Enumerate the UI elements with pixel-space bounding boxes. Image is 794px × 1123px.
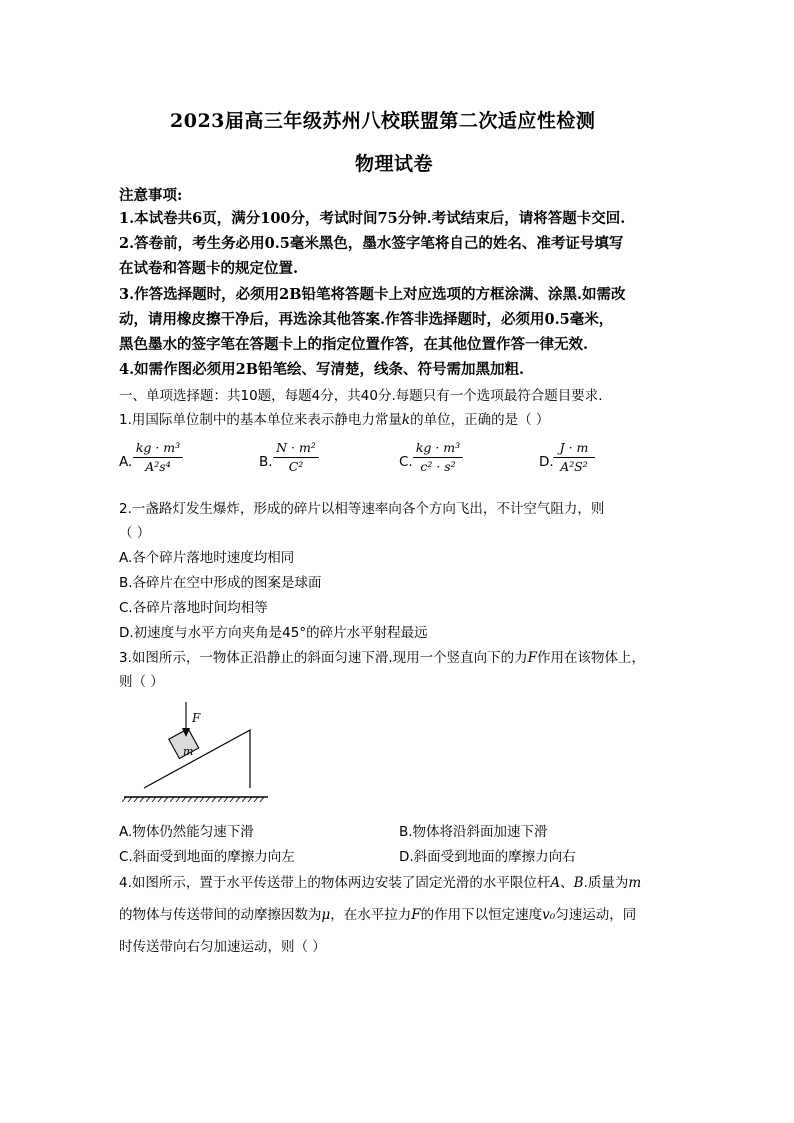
note-line: 1.本试卷共6页，满分100分，考试时间75分钟.考试结束后，请将答题卡交回. bbox=[119, 210, 626, 227]
q2-stem: 2.一盏路灯发生爆炸，形成的碎片以相等速率向各个方向飞出，不计空气阻力，则 bbox=[119, 501, 605, 517]
exam-title: 2023届高三年级苏州八校联盟第二次适应性检测 bbox=[170, 110, 596, 132]
q2-option-c: C.各碎片落地时间均相等 bbox=[119, 600, 268, 616]
q1-option-b-fraction: N · m² C² bbox=[273, 441, 319, 474]
q1-option-d-label: D. bbox=[539, 454, 554, 470]
q3-option-b: B.物体将沿斜面加速下滑 bbox=[399, 824, 548, 840]
exam-subtitle: 物理试卷 bbox=[355, 153, 434, 175]
q3-stem: 3.如图所示，一物体正沿静止的斜面匀速下滑.现用一个竖直向下的力F作用在该物体上， bbox=[119, 650, 646, 666]
q2-option-a: A.各个碎片落地时速度均相同 bbox=[119, 550, 295, 566]
incline bbox=[144, 730, 250, 788]
force-label: F bbox=[192, 711, 201, 725]
notes-heading: 注意事项: bbox=[119, 187, 183, 204]
note-line: 黑色墨水的签字笔在答题卡上的指定位置作答，在其他位置作答一律无效. bbox=[119, 336, 589, 353]
note-line: 动，请用橡皮擦干净后，再选涂其他答案.作答非选择题时，必须用0.5毫米， bbox=[119, 311, 614, 328]
q4-line-2: 的物体与传送带间的动摩擦因数为μ，在水平拉力F的作用下以恒定速度v₀匀速运动，同 bbox=[119, 907, 637, 923]
q2-stem-paren: （ ） bbox=[119, 525, 151, 541]
q1-option-c-label: C. bbox=[399, 454, 413, 470]
q3-option-a: A.物体仍然能匀速下滑 bbox=[119, 824, 254, 840]
note-line: 2.答卷前，考生务必用0.5毫米黑色，墨水签字笔将自己的姓名、准考证号填写 bbox=[119, 235, 624, 252]
note-line: 在试卷和答题卡的规定位置. bbox=[119, 260, 299, 277]
q1-option-a-fraction: kg · m³ A²s⁴ bbox=[133, 441, 183, 474]
q2-option-b: B.各碎片在空中形成的图案是球面 bbox=[119, 575, 322, 591]
q4-line-1: 4.如图所示，置于水平传送带上的物体两边安装了固定光滑的水平限位杆A、B.质量为m bbox=[119, 875, 642, 891]
q1-stem: 1.用国际单位制中的基本单位来表示静电力常量k的单位，正确的是（ ） bbox=[119, 412, 550, 428]
mass-label: m bbox=[183, 745, 194, 758]
q2-option-d: D.初速度与水平方向夹角是45°的碎片水平射程最远 bbox=[119, 625, 428, 641]
note-line: 4.如需作图必须用2B铅笔绘、写清楚，线条、符号需加黑加粗. bbox=[119, 361, 525, 378]
q1-option-a-label: A. bbox=[119, 454, 133, 470]
q3-option-c: C.斜面受到地面的摩擦力向左 bbox=[119, 849, 295, 865]
q1-option-d-fraction: J · m A²S² bbox=[553, 441, 595, 474]
q1-option-c-fraction: kg · m³ c² · s² bbox=[413, 441, 463, 474]
q1-option-b-label: B. bbox=[259, 454, 273, 470]
q4-line-3: 时传送带向右匀加速运动，则（ ） bbox=[119, 939, 326, 955]
q3-incline-figure bbox=[120, 698, 270, 802]
section-heading: 一、单项选择题：共10题，每题4分，共40分.每题只有一个选项最符合题目要求. bbox=[119, 388, 603, 404]
note-line: 3.作答选择题时，必须用2B铅笔将答题卡上对应选项的方框涂满、涂黑.如需改 bbox=[119, 286, 626, 303]
q3-option-d: D.斜面受到地面的摩擦力向右 bbox=[399, 849, 576, 865]
q3-stem-2: 则（ ） bbox=[119, 674, 164, 690]
